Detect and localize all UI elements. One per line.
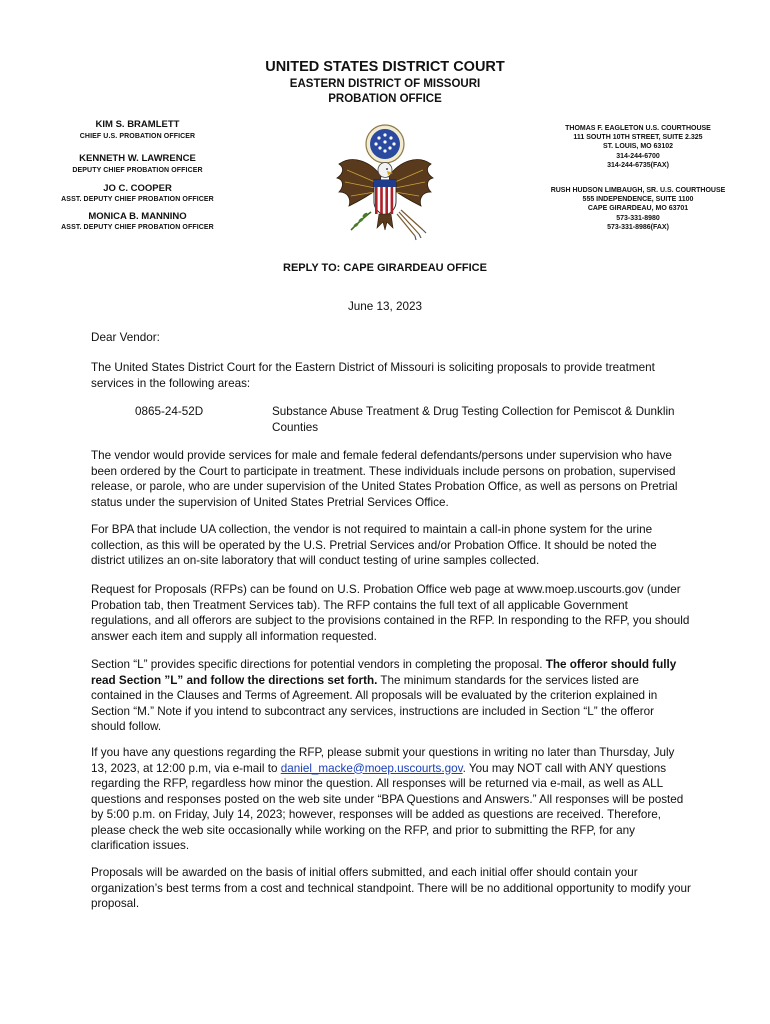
address-line: CAPE GIRARDEAU, MO 63701 — [587, 205, 689, 213]
officer-name: MONICA B. MANNINO — [88, 211, 187, 222]
bpa-paragraph: For BPA that include UA collection, the vendor is not required to maintain a call-in phone system for the urine collection, as this will be operated by the U.S. Pretrial Services and/or Probation Office. It should be noted the district utilizes an on-site laboratory that will conduct testing of urine samples collected. — [91, 523, 657, 567]
address-line: 314-244-6735(FAX) — [607, 161, 669, 169]
letter-date: June 13, 2023 — [347, 300, 423, 313]
officer-title: CHIEF U.S. PROBATION OFFICER — [79, 133, 196, 140]
section-l-text: Section “L” provides specific directions for potential vendors in completing the proposal. — [91, 658, 546, 671]
officer-name: JO C. COOPER — [103, 183, 172, 194]
awards-paragraph: Proposals will be awarded on the basis of initial offers submitted, and each initial offer should contain your organization’s best terms from a cost and technical standpoint. There will be no additional opportunity to modify your proposal. — [91, 866, 691, 910]
section-l-paragraph — [91, 657, 691, 735]
address-cape-girardeau — [538, 186, 738, 232]
questions-text-continued: . You may NOT call with ANY questions regarding the RFP, regardless how minor the question. All responses will be returned via e-mail, as well as ALL questions and responses posted on the web site under “BPA Questions and Answers.” All responses will be posted by 5:00 p.m. on Friday, July 14, 2023; however, responses will be added as questions are received. Therefore, please check the web site occasionally while working on the RFP, and prior to submitting the RFP, for any clarification issues. — [91, 761, 684, 852]
office-title: PROBATION OFFICE — [328, 93, 442, 105]
officer-title: ASST. DEPUTY CHIEF PROBATION OFFICER — [61, 196, 214, 203]
rfp-paragraph: Request for Proposals (RFPs) can be found on U.S. Probation Office web page at www.moep.uscourts.gov (under Probation tab, then Treatment Services tab). The RFP contains the full text of all applicable Government regulations, and all offerors are subject to the provisions contained in the RFP. In responding to the RFP, you should answer each item and supply all information requested. — [91, 583, 690, 643]
reply-to-line: REPLY TO: CAPE GIRARDEAU OFFICE — [283, 262, 487, 274]
officer-entry — [50, 119, 225, 153]
officer-name: KIM S. BRAMLETT — [95, 119, 180, 130]
section-l-text-continued: The minimum standards for the services listed are contained in the Clauses and Terms of Agreement. All proposals will be evaluated by the criterion explained in Section “M.” Note if you intend to subcontract any services, instructions are included in Section “L” the offeror should follow. — [91, 673, 658, 733]
email-link[interactable]: daniel_macke@moep.uscourts.gov — [280, 761, 463, 775]
officer-list — [50, 119, 225, 231]
section-l-emphasis: The offeror should fully read Section ”L” and follow the directions set forth. — [91, 658, 677, 687]
address-line: 111 SOUTH 10TH STREET, SUITE 2.325 — [573, 134, 703, 142]
service-code: 0865-24-52D — [135, 405, 204, 418]
questions-text: If you have any questions regarding the RFP, please submit your questions in writing no later than Thursday, July 13, 2023, at 12:00 p.m, via e-mail to — [91, 746, 675, 775]
address-line: 314-244-6700 — [616, 152, 660, 160]
court-title: UNITED STATES DISTRICT COURT — [265, 59, 505, 75]
officer-entry — [50, 153, 225, 183]
district-title: EASTERN DISTRICT OF MISSOURI — [289, 78, 481, 90]
eagle-seal-icon — [331, 118, 439, 242]
address-line: 573-331-8980 — [616, 214, 660, 222]
address-st-louis — [548, 124, 728, 170]
address-line: ST. LOUIS, MO 63102 — [602, 143, 674, 151]
address-line: 555 INDEPENDENCE, SUITE 1100 — [582, 196, 694, 204]
address-line: RUSH HUDSON LIMBAUGH, SR. U.S. COURTHOUSE — [550, 187, 726, 194]
questions-paragraph — [91, 745, 691, 854]
address-line: THOMAS F. EAGLETON U.S. COURTHOUSE — [565, 125, 711, 132]
salutation: Dear Vendor: — [91, 331, 160, 344]
officer-title: ASST. DEPUTY CHIEF PROBATION OFFICER — [61, 224, 214, 231]
vendor-paragraph: The vendor would provide services for male and female federal defendants/persons under supervision who have been ordered by the Court to participate in treatment. These individuals include persons on probation, supervised release, or parole, who are under supervision of the United States Probation Office, as well as persons on Pretrial status under the supervision of United States Pretrial Services Office. — [91, 449, 678, 509]
address-line: 573-331-8986(FAX) — [607, 223, 669, 231]
intro-paragraph: The United States District Court for the Eastern District of Missouri is soliciting proposals to provide treatment services in the following areas: — [91, 361, 655, 390]
officer-entry — [50, 183, 225, 211]
officer-title: DEPUTY CHIEF PROBATION OFFICER — [72, 167, 203, 174]
court-seal-eagle — [331, 118, 439, 242]
service-description: Substance Abuse Treatment & Drug Testing Collection for Pemiscot & Dunklin Counties — [272, 405, 675, 434]
officer-name: KENNETH W. LAWRENCE — [79, 153, 196, 164]
officer-entry — [50, 211, 225, 231]
